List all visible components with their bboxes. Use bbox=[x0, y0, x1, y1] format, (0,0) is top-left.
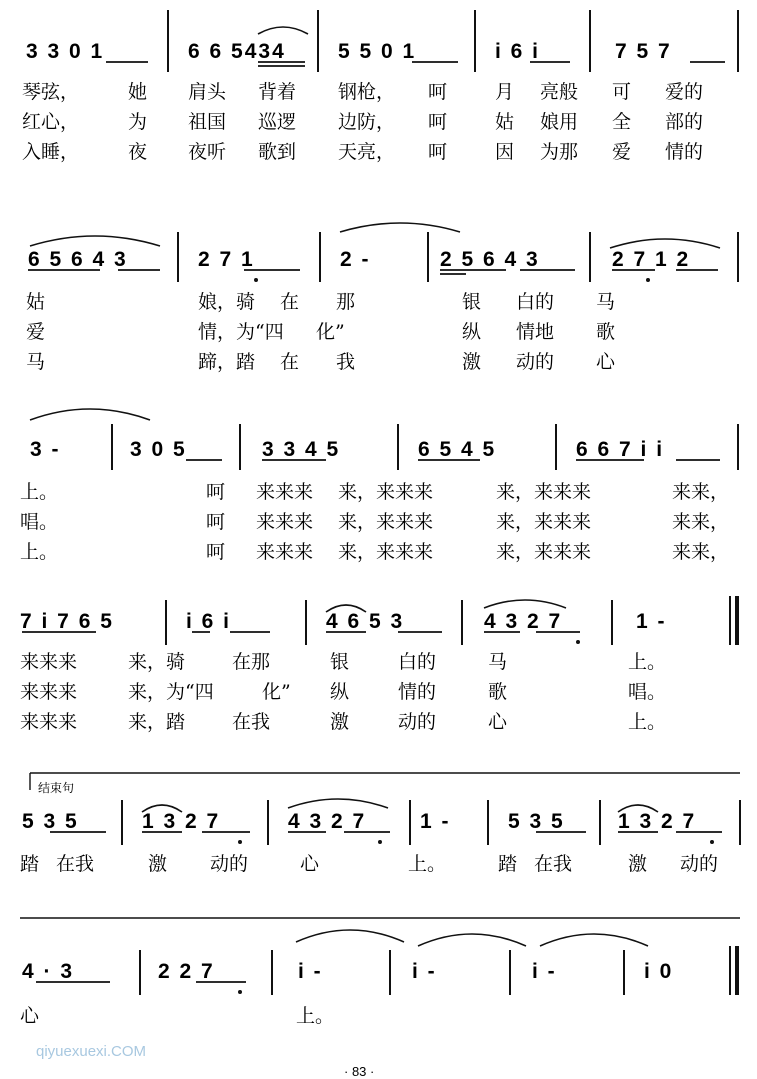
lyric: 来来， bbox=[672, 541, 730, 563]
lyric: 激 bbox=[628, 853, 648, 875]
lyric: 唱。 bbox=[628, 681, 667, 703]
measure-2: i 6 i bbox=[186, 610, 232, 633]
watermark bbox=[36, 1043, 146, 1060]
measure-3: 5 5 0 1 bbox=[338, 40, 417, 63]
measure-2: 6 6 5434 bbox=[188, 40, 286, 63]
measure-2: 2 2 7 bbox=[158, 960, 215, 983]
measure-4: i 6 i bbox=[495, 40, 541, 63]
lyric: 入睡， bbox=[22, 141, 80, 163]
lyric: 娘用 bbox=[540, 111, 579, 133]
lyric: 来，来来来 bbox=[338, 481, 434, 503]
measure-5: 6 6 7 i i bbox=[576, 438, 665, 461]
lyric: 来来来 bbox=[20, 651, 78, 673]
lyric: 来来来 bbox=[20, 681, 78, 703]
measure-5: 2 7 1 2 bbox=[612, 248, 691, 271]
lyric: 来来， bbox=[672, 481, 730, 503]
lyric-verse-3 bbox=[22, 141, 703, 163]
lyric: 姑 bbox=[26, 291, 46, 313]
lyric: 爱的 bbox=[665, 81, 704, 103]
lyric: 可 bbox=[612, 81, 632, 103]
measure-6: 1 3 2 7 bbox=[618, 810, 697, 833]
slurs bbox=[30, 409, 150, 420]
measure-1: 3 - bbox=[30, 438, 61, 461]
lyric: 歌 bbox=[596, 321, 616, 343]
lyric-verse-2 bbox=[26, 321, 615, 343]
lyric: 白的 bbox=[516, 291, 555, 313]
measure-4: 1 - bbox=[420, 810, 451, 833]
lyric-verse-2 bbox=[20, 511, 729, 533]
lyric: 在我 bbox=[56, 853, 95, 875]
lyric: 呵 bbox=[206, 481, 226, 503]
lyric-verse-3 bbox=[26, 351, 616, 373]
lyric: 全 bbox=[612, 111, 632, 133]
lyric: 上。 bbox=[20, 481, 59, 503]
lyric: 动的 bbox=[210, 853, 249, 875]
measure-5: i - bbox=[532, 960, 557, 983]
lyric: 琴弦， bbox=[22, 81, 80, 103]
system-2 bbox=[26, 223, 738, 373]
measure-1: 6 5 6 4 3 bbox=[28, 248, 128, 271]
lyric-verse-2 bbox=[20, 681, 666, 703]
lyric: 来来来 bbox=[20, 711, 78, 733]
lyric: 蹄，踏 bbox=[198, 351, 256, 373]
octave-dots bbox=[576, 640, 580, 644]
lyric: 呵 bbox=[428, 81, 448, 103]
ties bbox=[296, 930, 648, 946]
lyric: 边防， bbox=[338, 111, 396, 133]
lyric: 上。 bbox=[628, 711, 667, 733]
lyric: 月 bbox=[495, 81, 515, 103]
lyric: 马 bbox=[26, 351, 46, 373]
measure-3: 4 6 5 3 bbox=[326, 610, 405, 633]
lyric: 爱 bbox=[612, 141, 632, 163]
lyric: 肩头 bbox=[188, 81, 227, 103]
lyric: 心 bbox=[20, 1005, 40, 1027]
lyric: 上。 bbox=[408, 853, 447, 875]
lyric: 来来来 bbox=[256, 511, 314, 533]
measure-2: 1 3 2 7 bbox=[142, 810, 221, 833]
lyric: 心 bbox=[488, 711, 508, 733]
system-5 bbox=[20, 773, 740, 875]
lyric-verse-3 bbox=[20, 541, 729, 563]
lyric: 激 bbox=[330, 711, 350, 733]
measure-5: 5 3 5 bbox=[508, 810, 565, 833]
measure-4: 4 3 2 7 bbox=[484, 610, 563, 633]
system-3 bbox=[20, 409, 738, 563]
lyric: 唱。 bbox=[20, 511, 59, 533]
lyric-verse-1 bbox=[20, 1005, 334, 1027]
lyric: 在 bbox=[280, 291, 300, 313]
lyric: 在那 bbox=[232, 651, 271, 673]
lyric: 激 bbox=[148, 853, 168, 875]
lyric: 歌到 bbox=[258, 141, 297, 163]
measure-3: 4 3 2 7 bbox=[288, 810, 367, 833]
measure-2: 3 0 5 bbox=[130, 438, 187, 461]
lyric: 来来， bbox=[672, 511, 730, 533]
lyric: 背着 bbox=[258, 81, 297, 103]
measure-1: 7 i 7 6 5 bbox=[20, 610, 114, 633]
lyric: 来，踏 bbox=[128, 711, 186, 733]
lyric: 化” bbox=[262, 681, 291, 703]
measure-3: 2 - bbox=[340, 248, 371, 271]
lyric: 红心， bbox=[22, 111, 80, 133]
lyric: 情，为“四 bbox=[198, 321, 284, 343]
lyric: 马 bbox=[488, 651, 508, 673]
measure-3: i - bbox=[298, 960, 323, 983]
lyric: 来，来来来 bbox=[496, 511, 592, 533]
lyric: 情的 bbox=[665, 141, 704, 163]
lyric: 来，来来来 bbox=[338, 541, 434, 563]
lyric: 情地 bbox=[516, 321, 555, 343]
lyric: 呵 bbox=[206, 511, 226, 533]
lyric-verse-1 bbox=[26, 291, 615, 313]
lyric: 歌 bbox=[488, 681, 508, 703]
lyric: 呵 bbox=[206, 541, 226, 563]
lyric: 部的 bbox=[665, 111, 704, 133]
lyric: 情的 bbox=[398, 681, 437, 703]
measure-1: 3 3 0 1 bbox=[26, 40, 105, 63]
system-4 bbox=[20, 596, 737, 733]
octave-dots bbox=[238, 990, 242, 994]
watermark-text: qiyuexuexi.COM bbox=[36, 1043, 147, 1060]
lyric: 爱 bbox=[26, 321, 46, 343]
note-row bbox=[22, 810, 696, 833]
coda-label: 结束句 bbox=[38, 781, 75, 795]
lyric: 动的 bbox=[680, 853, 719, 875]
measure-4: i - bbox=[412, 960, 437, 983]
measure-4: 6 5 4 5 bbox=[418, 438, 497, 461]
measure-1: 5 3 5 bbox=[22, 810, 79, 833]
lyric: 娘，骑 bbox=[198, 291, 256, 313]
lyric: 在我 bbox=[232, 711, 271, 733]
lyric: 动的 bbox=[398, 711, 437, 733]
note-row bbox=[26, 40, 672, 63]
lyric: 银 bbox=[462, 291, 482, 313]
note-row bbox=[30, 438, 664, 461]
lyric: 来，骑 bbox=[128, 651, 186, 673]
lyric: 来来来 bbox=[256, 541, 314, 563]
lyric-verse-1 bbox=[22, 81, 703, 103]
lyric: 马 bbox=[596, 291, 616, 313]
measure-2: 2 7 1 bbox=[198, 248, 255, 271]
lyric-verse-2 bbox=[22, 111, 703, 133]
lyric: 激 bbox=[462, 351, 482, 373]
measure-4: 2 5 6 4 3 bbox=[440, 248, 540, 271]
lyric: 因 bbox=[495, 141, 515, 163]
coda-bracket bbox=[30, 773, 740, 790]
slurs bbox=[258, 27, 308, 34]
lyric: 纵 bbox=[462, 321, 482, 343]
lyric: 为那 bbox=[540, 141, 579, 163]
note-row bbox=[22, 960, 673, 983]
lyric-verse-1 bbox=[20, 853, 718, 875]
lyric: 来，来来来 bbox=[496, 481, 592, 503]
lyric-verse-3 bbox=[20, 711, 666, 733]
lyric: 夜 bbox=[128, 141, 148, 163]
lyric: 呵 bbox=[428, 111, 448, 133]
lyric: 为 bbox=[128, 111, 148, 133]
lyric: 上。 bbox=[20, 541, 59, 563]
note-row bbox=[20, 610, 667, 633]
lyric: 动的 bbox=[516, 351, 555, 373]
lyric: 她 bbox=[128, 81, 148, 103]
lyric: 天亮， bbox=[338, 141, 396, 163]
lyric: 心 bbox=[596, 351, 616, 373]
lyric: 在我 bbox=[534, 853, 573, 875]
lyric: 姑 bbox=[495, 111, 515, 133]
lyric: 那 bbox=[336, 291, 356, 313]
lyric-verse-1 bbox=[20, 651, 666, 673]
system-1 bbox=[22, 10, 738, 163]
measure-5: 7 5 7 bbox=[615, 40, 672, 63]
lyric: 亮般 bbox=[540, 81, 579, 103]
lyric: 巡逻 bbox=[258, 111, 297, 133]
octave-dots bbox=[238, 840, 714, 844]
lyric: 在 bbox=[280, 351, 300, 373]
lyric: 夜听 bbox=[188, 141, 227, 163]
lyric: 纵 bbox=[330, 681, 350, 703]
lyric: 来，来来来 bbox=[338, 511, 434, 533]
lyric: 来来来 bbox=[256, 481, 314, 503]
system-6 bbox=[20, 918, 740, 1027]
lyric: 踏 bbox=[498, 853, 518, 875]
measure-6: i 0 bbox=[644, 960, 674, 983]
lyric: 呵 bbox=[428, 141, 448, 163]
lyric: 白的 bbox=[398, 651, 437, 673]
page-number: · 83 · bbox=[344, 1064, 375, 1079]
lyric: 我 bbox=[336, 351, 356, 373]
measure-3: 3 3 4 5 bbox=[262, 438, 341, 461]
lyric: 钢枪， bbox=[338, 81, 396, 103]
lyric-verse-1 bbox=[20, 481, 729, 503]
lyric: 上。 bbox=[296, 1005, 335, 1027]
lyric: 上。 bbox=[628, 651, 667, 673]
lyric: 来，为“四 bbox=[128, 681, 214, 703]
lyric: 化” bbox=[316, 321, 345, 343]
lyric: 来，来来来 bbox=[496, 541, 592, 563]
measure-1: 4 · 3 bbox=[22, 960, 75, 983]
lyric: 心 bbox=[300, 853, 320, 875]
lyric: 祖国 bbox=[188, 111, 227, 133]
measure-5: 1 - bbox=[636, 610, 667, 633]
lyric: 银 bbox=[330, 651, 350, 673]
lyric: 踏 bbox=[20, 853, 40, 875]
slurs bbox=[30, 223, 720, 248]
